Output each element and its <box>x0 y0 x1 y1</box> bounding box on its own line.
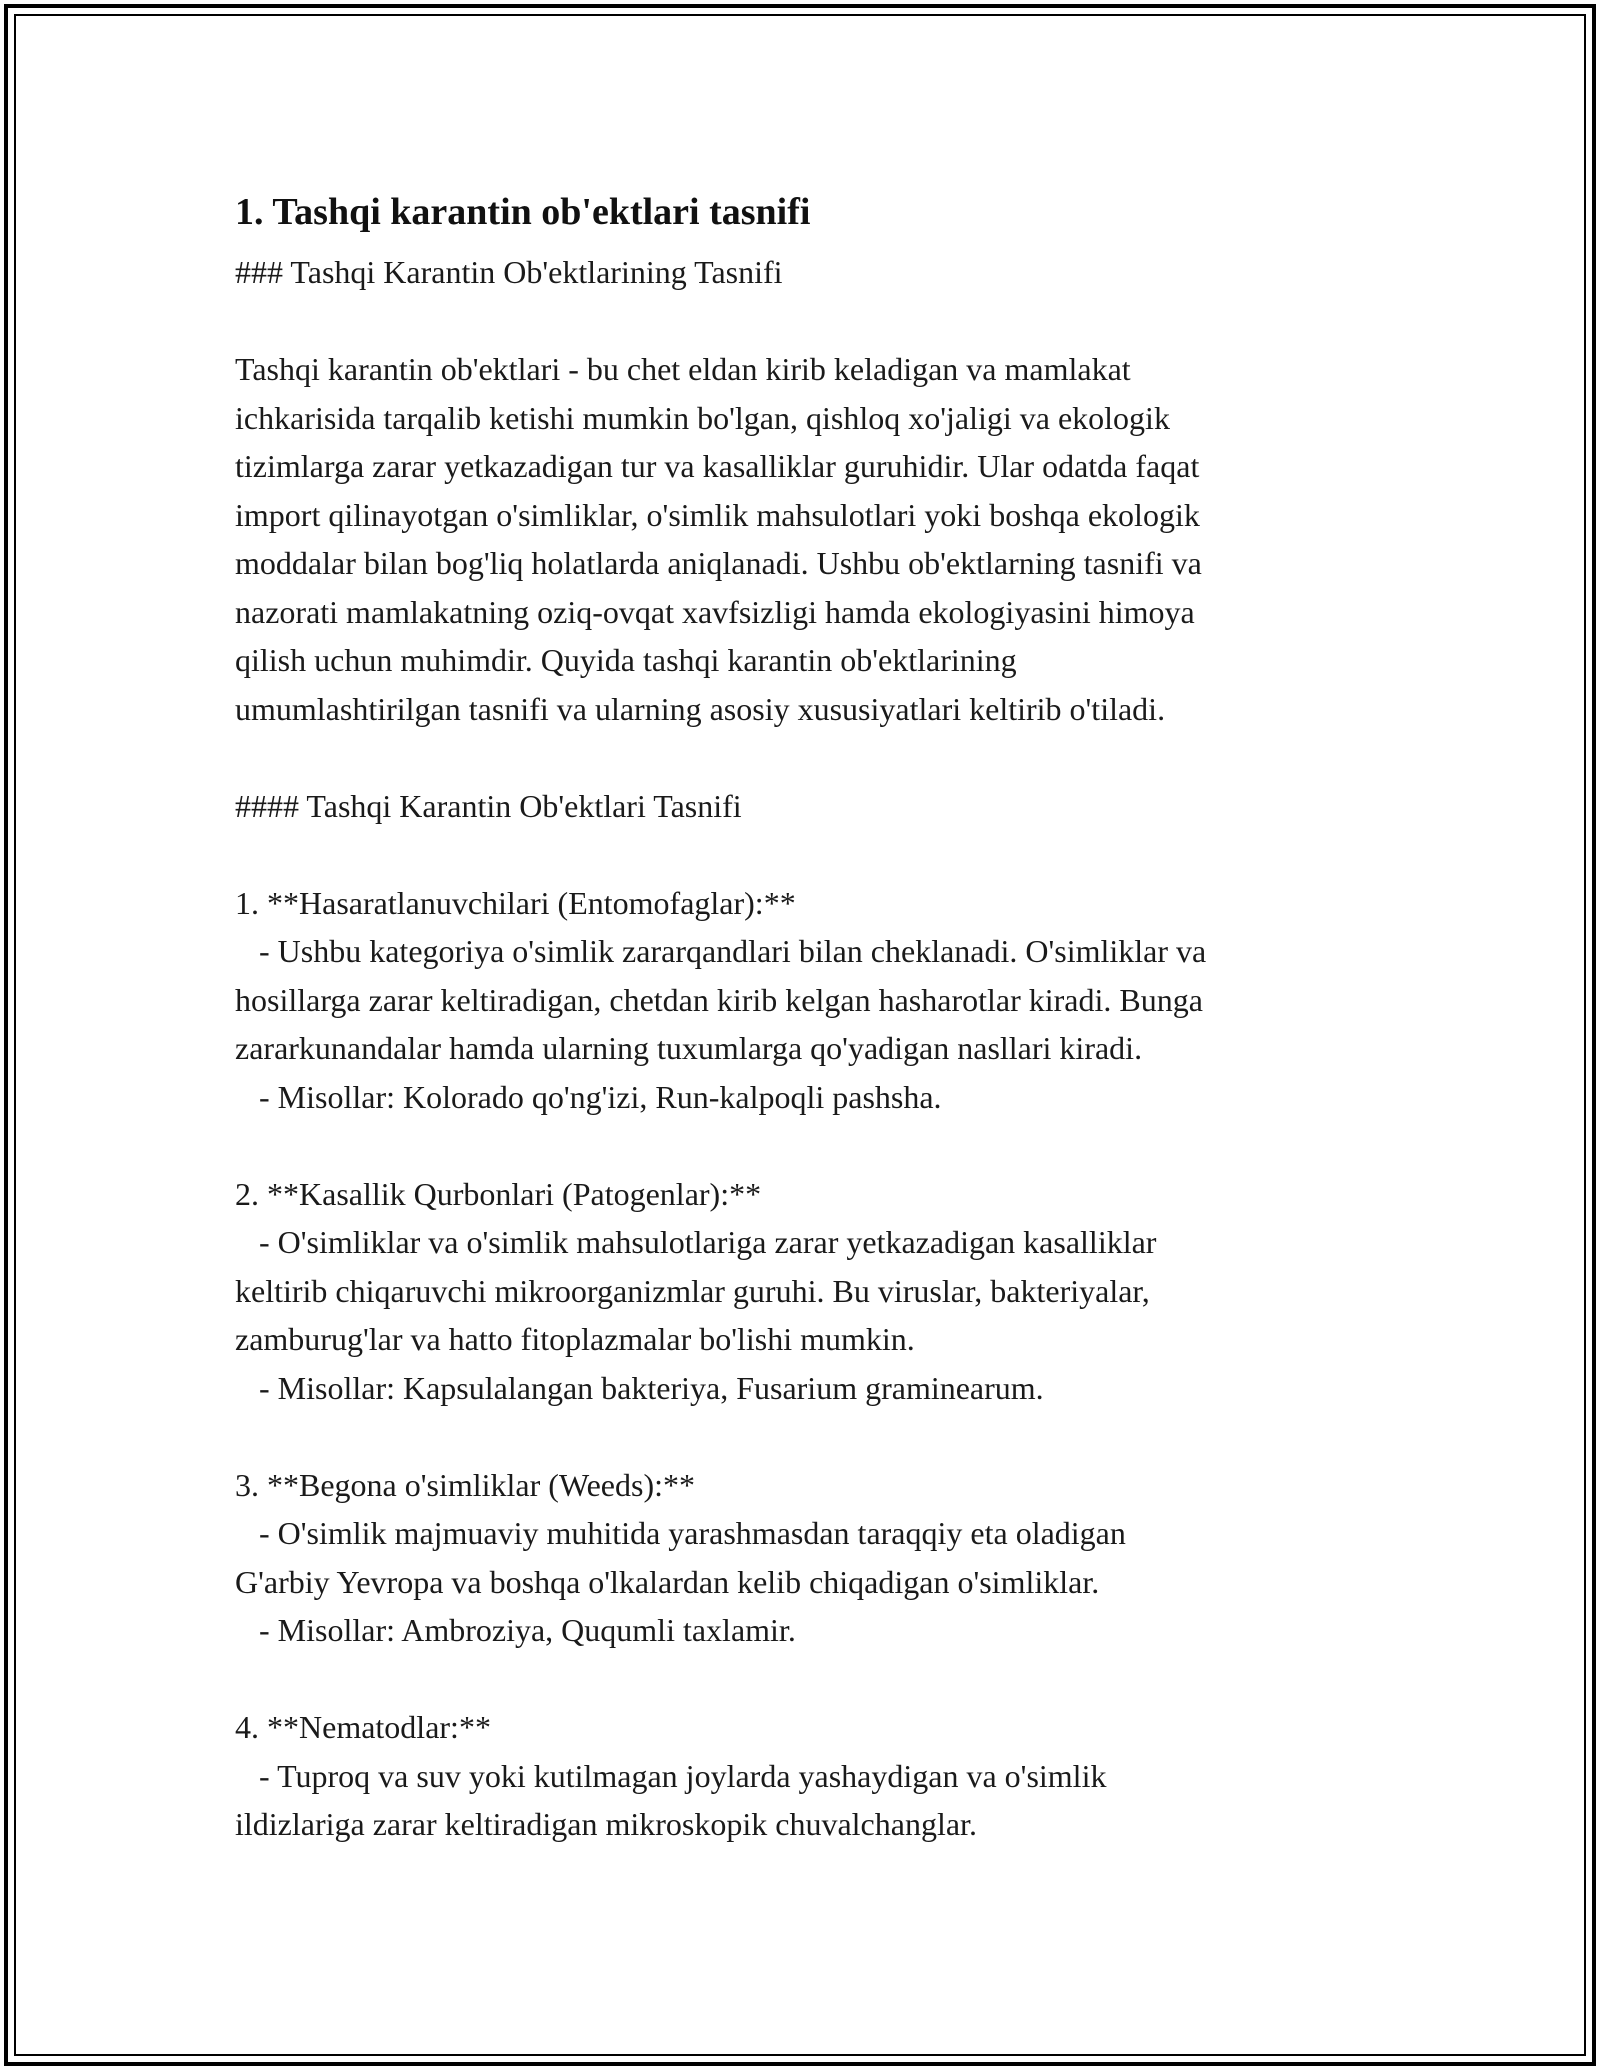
text-line: 1. **Hasaratlanuvchilari (Entomofaglar):** <box>235 884 796 921</box>
text-line: - O'simliklar va o'simlik mahsulotlariga zarar yetkazadigan kasalliklar <box>235 1224 1157 1260</box>
text-line: nazorati mamlakatning oziq-ovqat xavfsizligi hamda ekologiyasini himoya <box>235 593 1195 630</box>
text-line: zamburug'lar va hatto fitoplazmalar bo'lishi mumkin. <box>235 1321 915 1357</box>
text-line: qilish uchun muhimdir. Quyida tashqi karantin ob'ektlarining <box>235 642 1017 678</box>
text-line: ### Tashqi Karantin Ob'ektlarining Tasnifi <box>235 254 783 290</box>
document-text <box>235 248 1375 1849</box>
blank-line <box>235 1412 1375 1461</box>
blank-line <box>235 830 1375 879</box>
text-line: import qilinayotgan o'simliklar, o'simlik mahsulotlari yoki boshqa ekologik <box>235 496 1200 533</box>
text-line: G'arbiy Yevropa va boshqa o'lkalardan kelib chiqadigan o'simliklar. <box>235 1563 1100 1600</box>
blank-line <box>235 1655 1375 1704</box>
text-line: - Misollar: Kapsulalangan bakteriya, Fusarium graminearum. <box>235 1369 1044 1406</box>
text-line: hosillarga zarar keltiradigan, chetdan kirib kelgan hasharotlar kiradi. Bunga <box>235 981 1203 1018</box>
text-line: - Misollar: Ambroziya, Ququmli taxlamir. <box>235 1612 796 1648</box>
text-line: moddalar bilan bog'liq holatlarda aniqlanadi. Ushbu ob'ektlarning tasnifi va <box>235 545 1202 581</box>
text-line: keltirib chiqaruvchi mikroorganizmlar guruhi. Bu viruslar, bakteriyalar, <box>235 1272 1150 1309</box>
text-line: - O'simlik majmuaviy muhitida yarashmasdan taraqqiy eta oladigan <box>235 1515 1126 1551</box>
text-line: umumlashtirilgan tasnifi va ularning asosiy xususiyatlari keltirib o'tiladi. <box>235 690 1166 727</box>
text-line: zararkunandalar hamda ularning tuxumlarga qo'yadigan nasllari kiradi. <box>235 1030 1143 1066</box>
text-line: ildizlariga zarar keltiradigan mikroskopik chuvalchanglar. <box>235 1806 977 1842</box>
text-line: ichkarisida tarqalib ketishi mumkin bo'lgan, qishloq xo'jaligi va ekologik <box>235 399 1170 436</box>
text-line: tizimlarga zarar yetkazadigan tur va kasalliklar guruhidir. Ular odatda faqat <box>235 448 1200 484</box>
text-line: - Ushbu kategoriya o'simlik zararqandlari bilan cheklanadi. O'simliklar va <box>235 933 1207 969</box>
text-line: 3. **Begona o'simliklar (Weeds):** <box>235 1466 695 1503</box>
document-title: 1. Tashqi karantin ob'ektlari tasnifi <box>235 191 811 233</box>
text-line: #### Tashqi Karantin Ob'ektlari Tasnifi <box>235 787 742 824</box>
blank-line <box>235 1121 1375 1170</box>
document-body <box>235 188 1375 1849</box>
text-line: 4. **Nematodlar:** <box>235 1709 491 1745</box>
text-line: 2. **Kasallik Qurbonlari (Patogenlar):** <box>235 1175 762 1212</box>
text-line: - Misollar: Kolorado qo'ng'izi, Run-kalpoqli pashsha. <box>235 1078 942 1115</box>
blank-line <box>235 733 1375 782</box>
text-line: Tashqi karantin ob'ektlari - bu chet eldan kirib keladigan va mamlakat <box>235 351 1131 387</box>
blank-line <box>235 297 1375 346</box>
text-line: - Tuproq va suv yoki kutilmagan joylarda yashaydigan va o'simlik <box>235 1757 1107 1794</box>
